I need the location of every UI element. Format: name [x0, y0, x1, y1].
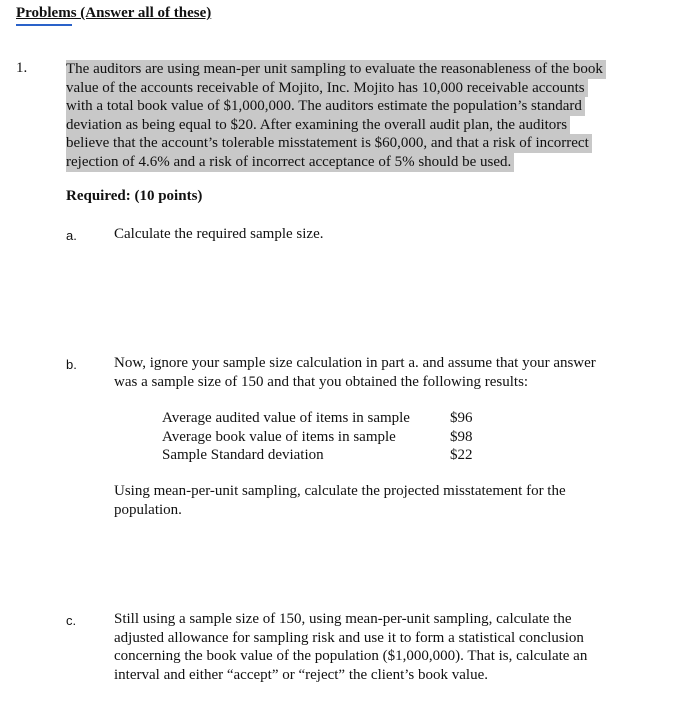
- part-a-text: Calculate the required sample size.: [114, 226, 324, 242]
- statement-line: believe that the account’s tolerable misstatement is $60,000, and that a risk of incorrect: [66, 134, 592, 153]
- statement-line: deviation as being equal to $20. After examining the overall audit plan, the auditors: [66, 116, 570, 135]
- part-c-label: c.: [66, 613, 77, 628]
- problem-number: 1.: [16, 60, 28, 76]
- result-value: $96: [450, 410, 473, 426]
- statement-line: rejection of 4.6% and a risk of incorrect acceptance of 5% should be used.: [66, 153, 514, 172]
- part-b-followup: [114, 482, 566, 519]
- result-item: Average audited value of items in sample: [162, 410, 410, 426]
- part-c-text: [114, 610, 587, 684]
- results-values: [450, 409, 473, 465]
- problem-statement: [66, 60, 606, 172]
- text-line: concerning the book value of the population ($1,000,000). That is, calculate an: [114, 648, 588, 665]
- result-value: $22: [450, 447, 473, 464]
- part-a-label: a.: [66, 228, 77, 243]
- text-line: Using mean-per-unit sampling, calculate the projected misstatement for the: [114, 483, 566, 499]
- text-line: interval and either “accept” or “reject” the client’s book value.: [114, 666, 488, 683]
- section-title: Problems (Answer all of these): [16, 5, 212, 21]
- text-line: Now, ignore your sample size calculation in part a. and assume that your answer: [114, 355, 596, 371]
- result-value: $98: [450, 428, 473, 445]
- result-item: Average book value of items in sample: [162, 428, 396, 445]
- results-items: [162, 409, 410, 465]
- spellcheck-underline: [16, 24, 72, 26]
- statement-line: The auditors are using mean-per unit sampling to evaluate the reasonableness of the book: [66, 60, 606, 79]
- text-line: was a sample size of 150 and that you obtained the following results:: [114, 373, 529, 390]
- part-b-label: b.: [66, 357, 77, 372]
- text-line: adjusted allowance for sampling risk and use it to form a statistical conclusion: [114, 629, 584, 646]
- part-b-text: [114, 354, 596, 391]
- statement-line: value of the accounts receivable of Mojito, Inc. Mojito has 10,000 receivable accounts: [66, 79, 588, 98]
- text-line: Still using a sample size of 150, using mean-per-unit sampling, calculate the: [114, 611, 572, 627]
- required-heading: Required: (10 points): [66, 188, 203, 204]
- statement-line: with a total book value of $1,000,000. The auditors estimate the population’s standard: [66, 97, 585, 116]
- result-item: Sample Standard deviation: [162, 447, 324, 464]
- text-line: population.: [114, 501, 182, 518]
